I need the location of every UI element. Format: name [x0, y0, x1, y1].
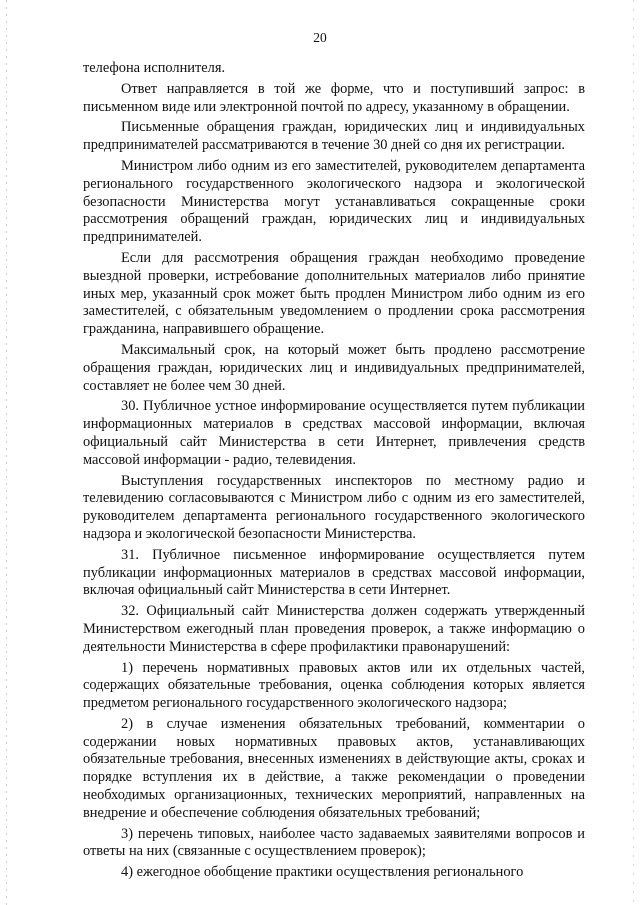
document-body	[83, 60, 585, 885]
page-number: 20	[313, 30, 327, 45]
list-item-2: 2) в случае изменения обязательных требований, комментарии о содержании новых нормативных правовых актов, устанавливающих обязательные требования, внесенных изменениях в действующие акты, сроках и порядке вступления их в действие, а также рекомендации о проведении необходимых организационных, технических мероприятий, направленных на внедрение и обеспечение соблюдения обязательных требований;	[83, 715, 585, 821]
paragraph-continuation: телефона исполнителя.	[83, 60, 226, 76]
paragraph-broadcasts: Выступления государственных инспекторов по местному радио и телевидению согласовываются с Министром либо с одним из его заместителей, руководителем департамента регионального государственного экологического надзора и экологической безопасности Министерства.	[83, 472, 585, 542]
paragraph-shortened-terms: Министром либо одним из его заместителей, руководителем департамента регионального государственного экологического надзора и экологической безопасности Министерства могут устанавливаться сокращенные сроки рассмотрения обращений граждан, юридических лиц и индивидуальных предпринимателей.	[83, 157, 585, 246]
paragraph-item-31: 31. Публичное письменное информирование осуществляется путем публикации информационных материалов в средствах массовой информации, включая официальный сайт Министерства в сети Интернет.	[83, 546, 585, 599]
paragraph-item-32: 32. Официальный сайт Министерства должен содержать утвержденный Министерством ежегодный план проведения проверок, а также информацию о деятельности Министерства в сфере профилактики правонарушений:	[83, 603, 585, 655]
list-item-3: 3) перечень типовых, наиболее часто задаваемых заявителями вопросов и ответы на них (связанные с осуществлением проверок);	[83, 825, 585, 860]
paragraph-item-30: 30. Публичное устное информирование осуществляется путем публикации информационных материалов в средствах массовой информации, включая официальный сайт Министерства в сети Интернет, привлечения средств массовой информации - радио, телевидения.	[83, 398, 585, 468]
paragraph-review-period: Письменные обращения граждан, юридических лиц и индивидуальных предпринимателей рассматриваются в течение 30 дней со дня их регистрации.	[83, 119, 585, 154]
paragraph-max-term: Максимальный срок, на который может быть продлено рассмотрение обращения граждан, юридических лиц и индивидуальных предпринимателей, составляет не более чем 30 дней.	[83, 341, 585, 394]
scan-edge-left	[6, 0, 7, 905]
list-item-1: 1) перечень нормативных правовых актов или их отдельных частей, содержащих обязательные требования, оценка соблюдения которых является предметом регионального государственного экологического надзора;	[83, 659, 585, 712]
list-item-4: 4) ежегодное обобщение практики осуществления регионального	[121, 864, 524, 881]
paragraph-response-form: Ответ направляется в той же форме, что и поступивший запрос: в письменном виде или электронной почтой по адресу, указанному в обращении.	[83, 80, 585, 115]
scan-edge-right	[633, 0, 634, 905]
paragraph-extension: Если для рассмотрения обращения граждан необходимо проведение выездной проверки, истребование дополнительных материалов либо принятие иных мер, указанный срок может быть продлен Министром либо одним из его заместителей, с обязательным уведомлением о продлении срока рассмотрения гражданина, направившего обращение.	[83, 249, 585, 338]
